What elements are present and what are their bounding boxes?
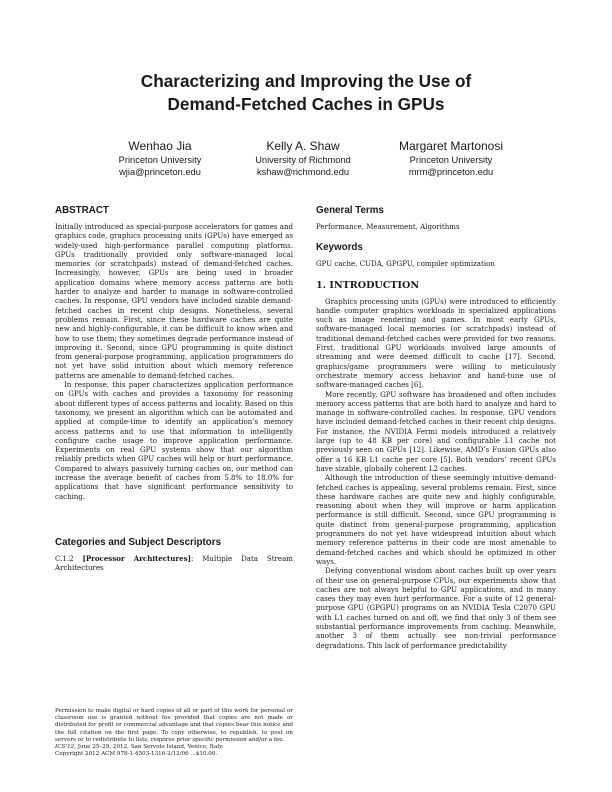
conference-details: June 25–29, 2012, San Servolo Island, Venice, Italy. [76,744,224,751]
author-email: kshaw@richmond.edu [256,167,350,177]
intro-paragraph-2: More recently, GPU software has broadened and often includes memory access patterns that are both hard to analyze and hard to manage in software-controlled caches. In response, GPU vendors have included demand-fetched caches in their recent chip designs. For instance, the NVIDIA Fermi models introduced a relatively large (up to 48 KB per core) and configurable L1 cache not previously seen on GPUs [12]. Likewise, AMD’s Fusion GPUs also offer a 16 KB L1 cache per core [5]. Both vendors’ recent GPUs have sizable, globally coherent L2 caches. [316,389,556,473]
abstract-heading: ABSTRACT [55,205,109,216]
title-line-2: Demand-Fetched Caches in GPUs [167,94,445,114]
category-label: [Processor Architectures] [82,553,191,563]
author-affiliation: Princeton University [409,155,493,165]
conference-name: ICS’12, [55,744,76,751]
author-name: Kelly A. Shaw [266,139,340,153]
author-email: mrm@princeton.edu [408,167,494,177]
abstract-paragraph-1: Initially introduced as special-purpose accelerators for games and graphics code, graphics processing units (GPUs) have emerged as widely-used high-performance parallel computing platforms. GPUs traditionally provided only software-managed local memories (or scratchpads) instead of demand-fetched caches. Increasingly, however, GPUs are being used in broader application domains where memory access patterns are both harder to analyze and harder to manage in software-controlled caches. In response, GPU vendors have included sizable demand-fetched caches in recent chip designs. Nonetheless, several problems remain. First, since these hardware caches are quite new and highly-configurable, it can be difficult to know when and how to use them; they sometimes degrade performance instead of improving it. Second, since GPU programming is quite distinct from general-purpose programming, application programmers do not yet have solid intuition about which memory reference patterns are amenable to demand-fetched caches. [55,222,293,380]
categories-text [55,554,293,573]
permission-text: Permission to make digital or hard copies of all or part of this work for personal or classroom use is granted without fee provided that copies are not made or distributed for profit or commercial advantage and that copies bear this notice and the full citation on the first page. To copy otherwise, to republish, to post on servers or to redistribute to lists, requires prior specific permission and/or a fee. [55,708,293,743]
author-name: Wenhao Jia [128,139,192,153]
author-affiliation: Princeton University [118,155,202,165]
abstract-paragraph-2: In response, this paper characterizes application performance on GPUs with caches and provides a taxonomy for reasoning about different types of access patterns and locality. Based on this taxonomy, we present an algorithm which can be automated and applied at compile-time to identify an application’s memory access patterns and to use that information to intelligently configure cache usage to improve application performance. Experiments on real GPU systems show that our algorithm reliably predicts when GPU caches will help or hurt performance. Compared to always passively turning caches on, our method can increase the average benefit of caches from 5.8% to 18.0% for applications that have significant performance sensitivity to caching. [55,380,293,501]
keywords-heading: Keywords [316,242,363,254]
author-affiliation: University of Richmond [255,155,351,165]
category-code: C.1.2 [55,553,74,563]
keywords-text: GPU cache, CUDA, GPGPU, compiler optimization [316,259,495,269]
permission-notice [55,708,293,758]
paper-title [40,70,572,116]
title-line-1: Characterizing and Improving the Use of [140,71,472,91]
copyright-line: Copyright 2012 ACM 978-1-4503-1316-2/12/06 ...$10.00. [55,751,218,758]
author-name: Margaret Martonosi [398,139,504,153]
left-column [55,205,293,745]
general-terms-heading: General Terms [316,205,384,216]
category-description: : Multiple Data Stream Architectures [55,553,293,573]
intro-paragraph-3: Although the introduction of these seemingly intuitive demand-fetched caches is appealing, several problems remain. First, since these hardware caches are quite new and highly configurable, reasoning about when they will improve or harm application performance is still difficult. Second, since GPU programming is quite distinct from general-purpose programming, application programmers do not yet have widespread intuition about which memory reference patterns in their code are most amenable to demand-fetched caches and which should be optimized in other ways. [316,473,556,566]
intro-paragraph-1: Graphics processing units (GPUs) were introduced to efficiently handle computer graphics workloads in specialized applications such as image rendering and games. In most early GPUs, software-managed local memories (or scratchpads) instead of traditional demand-fetched caches were provided for two reasons. First, traditional GPU workloads involved large amounts of streaming and were deemed difficult to cache [17]. Second, graphics/game programmers were willing to meticulously orchestrate memory access behavior and hand-tune use of software-managed caches [6]. [316,296,556,390]
introduction-heading: 1. INTRODUCTION [316,279,420,291]
general-terms-text: Performance, Measurement, Algorithms [316,222,460,231]
author-email: wjia@princeton.edu [119,167,201,177]
author-block-3 [361,139,541,178]
categories-heading: Categories and Subject Descriptors [55,536,222,548]
right-column [316,205,556,750]
intro-paragraph-4: Defying conventional wisdom about caches built up over years of their use on general-purpose CPUs, our experiments show that caches are not always helpful to GPU applications, and in many cases they may even hurt performance. For a suite of 12 general-purpose GPU (GPGPU) programs on an NVIDIA Tesla C2070 GPU with L1 caches turned on and off, we find that only 3 of them see substantial performance improvements from caching. Meanwhile, another 3 of them actually see non-trivial performance degradations. This lack of performance predictability [316,566,556,650]
